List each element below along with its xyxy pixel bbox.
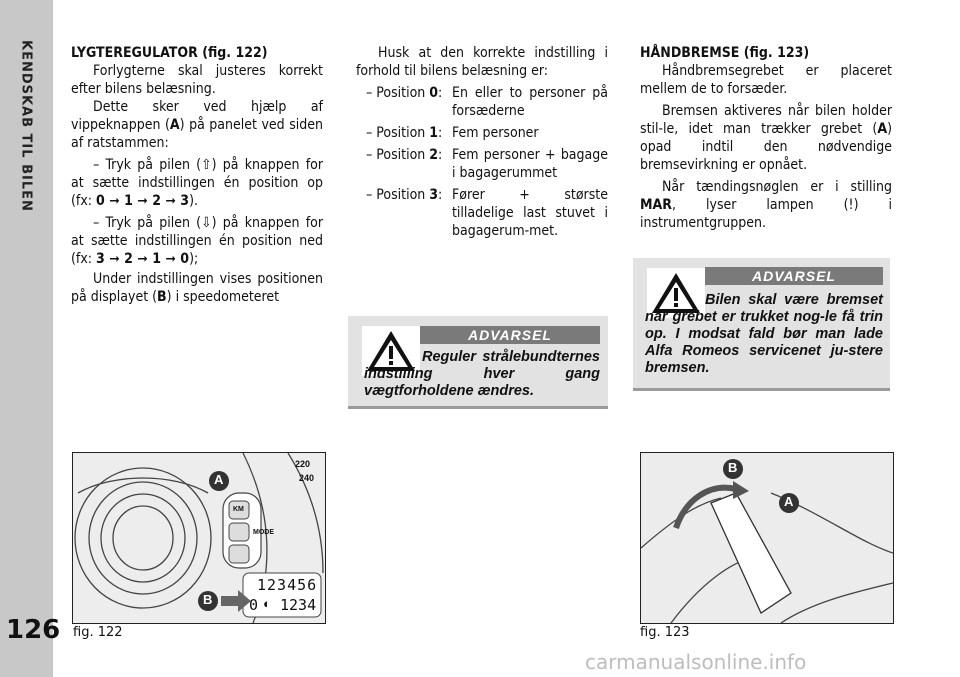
column-headlight-leveller bbox=[71, 44, 323, 306]
paragraph: Bremsen aktiveres når bilen holder stil-le, idet man trækker grebet (A) opad indtil den nødvendige bremsevirkning er opnået. bbox=[640, 103, 892, 173]
brake-warning-icon: (!) bbox=[843, 197, 859, 213]
section-title-text: KENDSKAB TIL BILEN bbox=[18, 40, 34, 212]
paragraph: Husk at den korrekte indstilling i forhold til bilens belæsning er: bbox=[356, 45, 608, 79]
callout-b: B bbox=[728, 460, 738, 475]
watermark: carmanualsonline.info bbox=[585, 650, 807, 674]
section-title bbox=[2, 40, 50, 380]
paragraph: Når tændingsnøglen er i stilling MAR, lyser lampen (!) i instrumentgruppen. bbox=[640, 179, 892, 231]
warning-text: Bilen skal være bremset når grebet er trukket nog-le få trin op. I modsat fald bør man lade Alfa Romeos servicenet ju-stere bremsen. bbox=[645, 292, 883, 376]
figure-122 bbox=[72, 452, 326, 624]
handbrake-illustration bbox=[641, 453, 893, 623]
column-handbrake bbox=[640, 44, 892, 232]
callout-a: A bbox=[214, 472, 224, 487]
arrow-down-icon: ⇩ bbox=[201, 215, 212, 231]
warning-box bbox=[348, 316, 608, 409]
list-item: – Position 3: Fører + største tilladelige last stuvet i bagagerum-met. bbox=[366, 187, 608, 239]
page-number: 126 bbox=[6, 615, 61, 645]
callout-b: B bbox=[203, 592, 213, 607]
speed-mark-220: 220 bbox=[295, 459, 311, 469]
paragraph: Under indstillingen vises positionen på displayet (B) i speedometeret bbox=[71, 271, 323, 305]
headlight-position-display: 0 bbox=[249, 596, 259, 614]
section-heading: LYGTEREGULATOR (fig. 122) bbox=[71, 45, 268, 61]
callout-a: A bbox=[784, 494, 794, 509]
column-load-positions bbox=[356, 44, 608, 240]
figure-123 bbox=[640, 452, 894, 624]
odometer-display: 123456 bbox=[257, 576, 318, 594]
paragraph: Forlygterne skal justeres korrekt efter bilens belæsning. bbox=[71, 63, 323, 97]
paragraph: Dette sker ved hjælp af vippeknappen (A) på panelet ved siden af ratstammen: bbox=[71, 99, 324, 151]
list-item: – Position 2: Fem personer + bagage i bagagerummet bbox=[366, 147, 608, 181]
list-item: – Position 1: Fem personer bbox=[366, 125, 539, 141]
km-button-label: KM bbox=[233, 506, 244, 513]
section-sidebar bbox=[0, 0, 61, 677]
headlight-icon: ◐ bbox=[263, 596, 271, 611]
trip-display: 1234 bbox=[280, 596, 317, 614]
list-item: – Position 0: En eller to personer på forsæderne bbox=[366, 85, 608, 119]
paragraph: – Tryk på pilen (⇧) på knappen for at sætte indstillingen én position op (fx: 0 ➞ 1 ➞ 2 ➞ 3). bbox=[71, 157, 323, 209]
warning-title: ADVARSEL bbox=[705, 267, 883, 285]
warning-box bbox=[633, 258, 890, 391]
paragraph: Håndbremsegrebet er placeret mellem de to forsæder. bbox=[640, 63, 892, 97]
paragraph: – Tryk på pilen (⇩) på knappen for at sætte indstillingen én position ned (fx: 3 ➞ 2 ➞ 1 ➞ 0); bbox=[71, 215, 323, 267]
figure-caption: fig. 123 bbox=[640, 625, 690, 640]
section-heading: HÅNDBREMSE (fig. 123) bbox=[640, 45, 810, 61]
warning-text: Reguler strålebundternes indstilling hver gang vægtforholdene ændres. bbox=[364, 349, 600, 399]
warning-title: ADVARSEL bbox=[420, 326, 600, 344]
speed-mark-240: 240 bbox=[299, 473, 315, 483]
arrow-up-icon: ⇧ bbox=[201, 157, 212, 173]
mode-button-label: MODE bbox=[253, 529, 274, 536]
figure-caption: fig. 122 bbox=[73, 625, 123, 640]
